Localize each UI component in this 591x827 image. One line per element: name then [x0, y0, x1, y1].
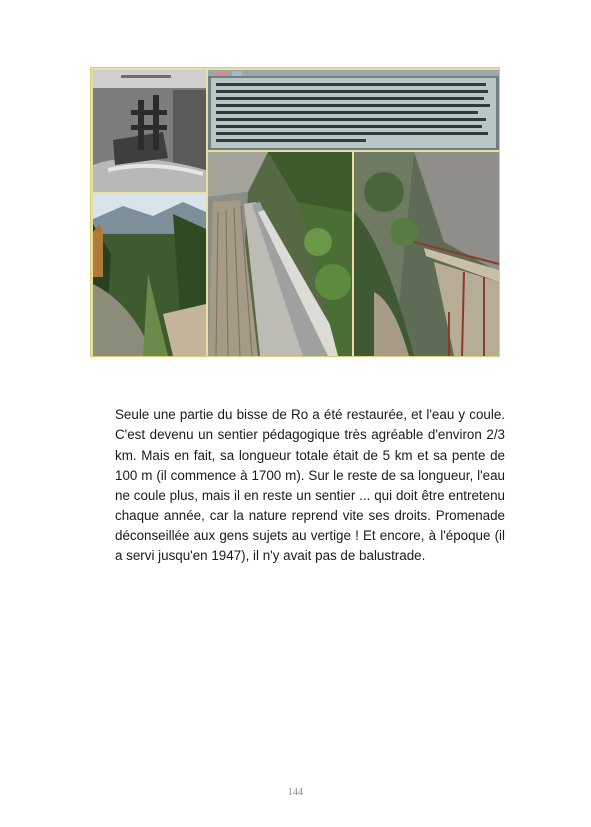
walkway-channel-photo: [208, 152, 352, 356]
historical-bw-photo: [93, 70, 206, 192]
photo-collage: [90, 67, 500, 357]
gorge-walkway-photo: [354, 152, 499, 356]
page-number: 144: [288, 787, 303, 798]
body-paragraph: Seule une partie du bisse de Ro a été restaurée, et l'eau y coule. C'est devenu un sentier pédagogique très agréable d'environ 2/3 km. Mais en fait, sa longueur totale était de 5 km et sa pente de 100 m (il commence à 1700 m). Sur le reste de sa longueur, l'eau ne coule plus, mais il en reste un sentier ... qui doit être entretenu chaque année, car la nature reprend vite ses droits. Promenade déconseillée aux gens sujets au vertige ! Et encore, à l'époque (il a servi jusqu'en 1947), il n'y avait pas de balustrade.: [115, 407, 505, 564]
information-sign-photo: [208, 70, 499, 150]
forest-valley-photo: [93, 194, 206, 356]
